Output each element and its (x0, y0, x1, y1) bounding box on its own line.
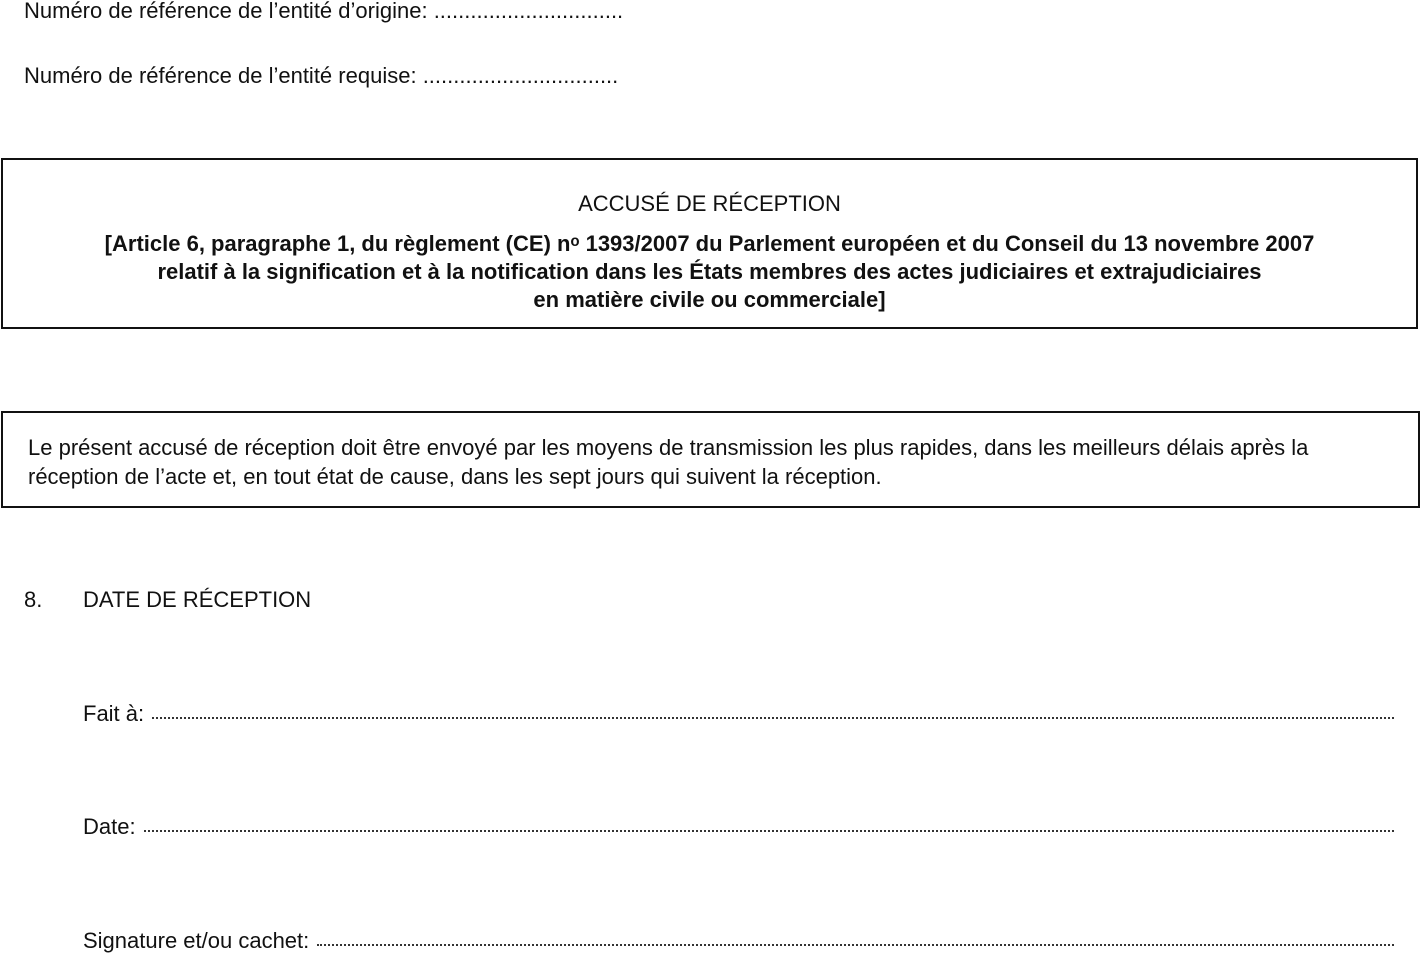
section-number: 8. (24, 587, 43, 612)
acknowledgement-title-box (1, 158, 1418, 329)
signature-label: Signature et/ou cachet: (83, 928, 310, 953)
regulation-reference: [Article 6, paragraphe 1, du règlement (CE) nᵒ 1393/2007 du Parlement européen et du Conseil du 13 novembre 2007 relatif à la signification et à la notification dans les États membres des actes judiciaires et extrajudiciaires en matière civile ou commerciale] (104, 231, 1315, 312)
signature-dotted-line[interactable] (317, 944, 1394, 946)
place-dotted-line[interactable] (152, 717, 1394, 719)
place-label: Fait à: (83, 701, 145, 726)
notice-box (1, 411, 1420, 508)
place-field[interactable] (83, 701, 1394, 727)
requested-reference-line (24, 63, 618, 89)
origin-reference-value: ............................... (433, 0, 624, 23)
requested-reference-value: ................................ (422, 63, 619, 88)
origin-reference-line (24, 0, 623, 24)
notice-text: Le présent accusé de réception doit être envoyé par les moyens de transmission les plus rapides, dans les meilleurs délais après la réception de l’acte et, en tout état de cause, dans les sept jours qui suivent la réception. (28, 435, 1309, 489)
requested-reference-label: Numéro de référence de l’entité requise: (24, 63, 417, 88)
date-label: Date: (83, 814, 136, 839)
signature-field[interactable] (83, 928, 1394, 954)
date-field[interactable] (83, 814, 1394, 840)
section-title: DATE DE RÉCEPTION (83, 587, 312, 612)
date-dotted-line[interactable] (144, 830, 1394, 832)
section-8-heading (24, 587, 311, 613)
origin-reference-label: Numéro de référence de l’entité d’origine: (24, 0, 428, 23)
form-heading: ACCUSÉ DE RÉCEPTION (578, 191, 841, 216)
